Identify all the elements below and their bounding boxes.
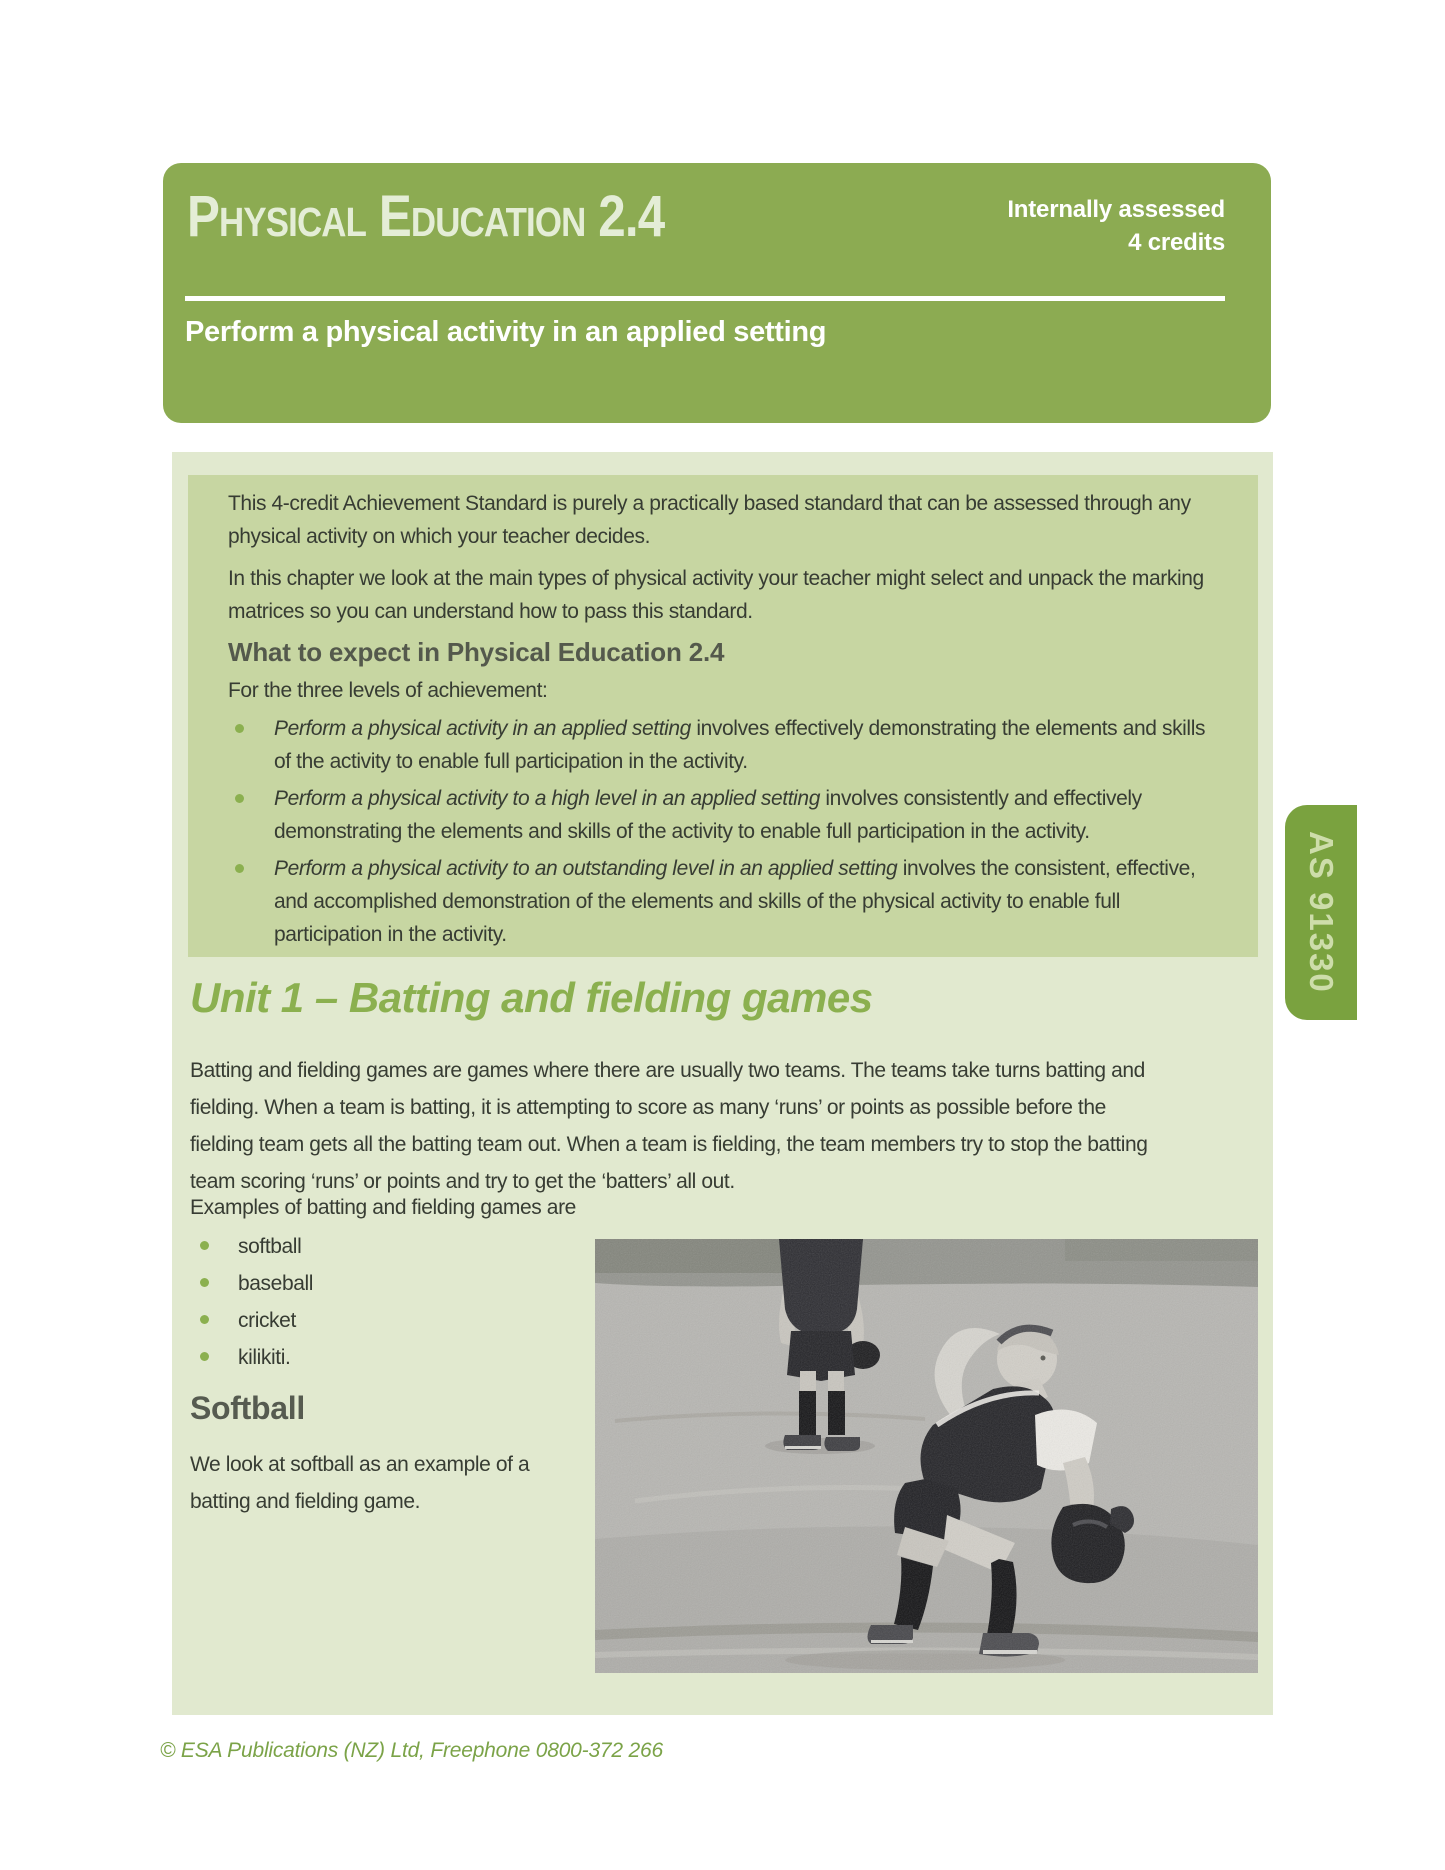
list-item-softball: softball [190,1228,313,1265]
softball-heading: Softball [190,1390,305,1426]
examples-lead: Examples of batting and fielding games are [190,1196,576,1219]
publisher-footer: © ESA Publications (NZ) Ltd, Freephone 0800-372 266 [160,1739,663,1762]
chapter-header-banner [163,163,1271,423]
list-item-baseball: baseball [190,1265,313,1302]
header-divider [185,296,1225,301]
list-item [228,712,1222,778]
assessment-type: Internally assessed [1007,196,1225,223]
level-criterion-merit: Perform a physical activity to a high level in an applied setting [274,787,820,810]
standard-number-tab [1285,805,1357,1020]
list-item-cricket: cricket [190,1302,313,1339]
achievement-levels-list [228,712,1222,951]
examples-list [190,1228,313,1376]
level-description: involves effectively demonstrating the elements and skills of the activity to enable full participation in the activity. [274,717,1206,773]
intro-paragraph-2: In this chapter we look at the main types of physical activity your teacher might select and unpack the marking matrices so you can understand how to pass this standard. [228,567,1204,623]
level-criterion-achieved: Perform a physical activity in an applied setting [274,717,691,740]
unit-1-heading: Unit 1 – Batting and fielding games [190,974,873,1021]
softball-photo [595,1239,1258,1673]
level-criterion-excellence: Perform a physical activity to an outstanding level in an applied setting [274,857,898,880]
list-item [228,852,1222,951]
standard-number-label: AS 91330 [1303,831,1340,994]
unit-1-intro-paragraph: Batting and fielding games are games where there are usually two teams. The teams take turns batting and fielding. When a team is batting, it is attempting to score as many ‘runs’ or points as possible before the fielding team gets all the batting team out. When a team is fielding, the team members try to stop the batting team scoring ‘runs’ or points and try to get the ‘batters’ all out. [190,1059,1148,1193]
achievement-levels-lead: For the three levels of achievement: [228,679,548,702]
assessment-info [1007,193,1225,259]
intro-paragraph-1: This 4-credit Achievement Standard is purely a practically based standard that can be assessed through any physical activity on which your teacher decides. [228,492,1191,548]
level-description: involves consistently and effectively demonstrating the elements and skills of the activity to enable full participation in the activity. [274,787,1142,843]
list-item [228,782,1222,848]
softball-photo-art [595,1239,1258,1673]
list-item-kilikiti: kilikiti. [190,1339,313,1376]
credit-count: 4 credits [1128,229,1225,256]
standard-subtitle: Perform a physical activity in an applied setting [185,316,827,348]
content-panel [172,452,1273,1715]
intro-box [188,475,1258,957]
softball-paragraph: We look at softball as an example of a batting and fielding game. [190,1453,530,1513]
what-to-expect-heading: What to expect in Physical Education 2.4 [228,637,725,667]
level-description: involves the consistent, effective, and accomplished demonstration of the elements and skills of the physical activity to enable full participation in the activity. [274,857,1196,946]
chapter-title: Physical Education 2.4 [187,184,665,249]
